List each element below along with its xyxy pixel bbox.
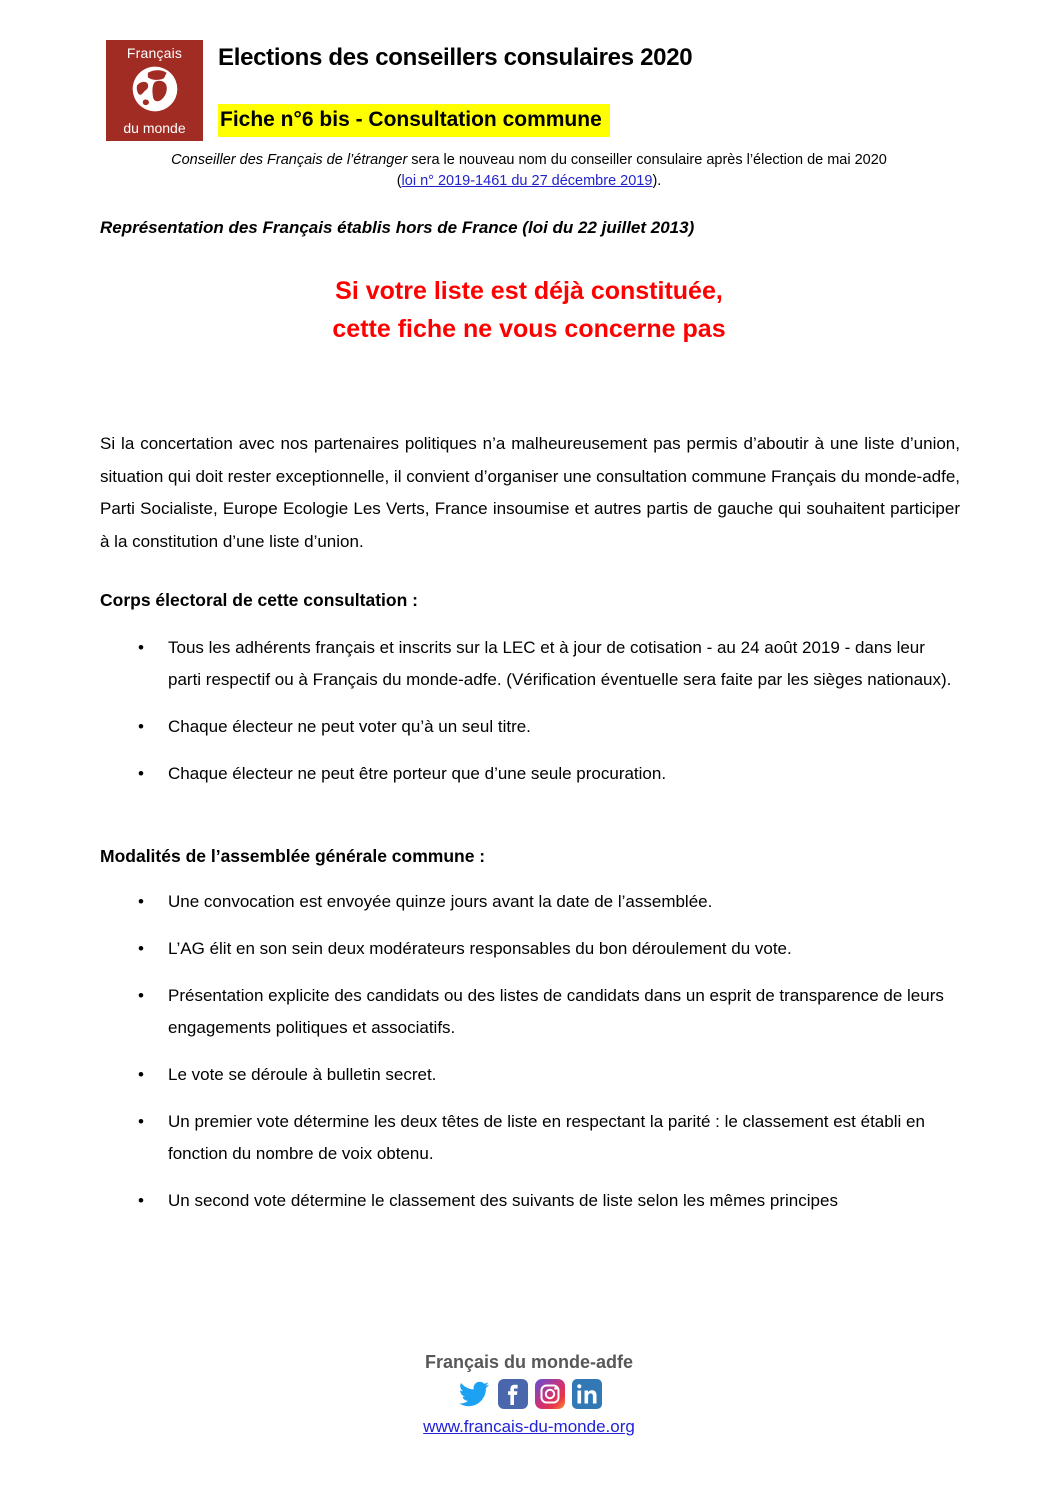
law-reference-link[interactable]: loi n° 2019-1461 du 27 décembre 2019 [401, 173, 653, 189]
list-item: • Tous les adhérents français et inscrits sur la LEC et à jour de cotisation - au 24 août 2019 - dans leur parti respectif ou à Français du monde-adfe. (Vérification éventuelle sera faite par les sièges nationaux). [100, 632, 962, 696]
instagram-icon[interactable] [535, 1379, 565, 1409]
francais-du-monde-logo [106, 40, 203, 141]
globe-icon [130, 64, 180, 114]
intro-note [0, 150, 1058, 192]
list-item: • Chaque électeur ne peut voter qu’à un seul titre. [100, 711, 962, 743]
list-item: • Chaque électeur ne peut être porteur que d’une seule procuration. [100, 758, 962, 790]
twitter-icon[interactable] [457, 1379, 491, 1409]
law-link-suffix: ). [652, 173, 662, 189]
representation-law-line: Représentation des Français établis hors de France (loi du 22 juillet 2013) [100, 218, 695, 237]
list-item: • Le vote se déroule à bulletin secret. [100, 1059, 962, 1091]
footer-org-name: Français du monde-adfe [424, 1352, 634, 1372]
section-heading-modalites: Modalités de l’assemblée générale commune : [100, 846, 486, 866]
list-item: • Présentation explicite des candidats ou des listes de candidats dans un esprit de transparence de leurs engagements politiques et associatifs. [100, 980, 962, 1044]
social-icons-row [0, 1378, 1058, 1410]
website-link[interactable]: www.francais-du-monde.org [423, 1417, 635, 1436]
logo-text-bottom: du monde [123, 120, 186, 136]
footer [0, 1352, 1058, 1437]
modalites-list [100, 886, 962, 1232]
list-item: • Un second vote détermine le classement des suivants de liste selon les mêmes principes [100, 1185, 962, 1217]
red-notice-line2: cette fiche ne vous concerne pas [332, 315, 726, 343]
red-notice-line1: Si votre liste est déjà constituée, [335, 277, 723, 305]
corps-electoral-list [100, 632, 962, 805]
logo-text-top: Français [126, 45, 183, 61]
linkedin-icon[interactable] [572, 1379, 602, 1409]
intro-italic-text: Conseiller des Français de l’étranger [171, 152, 408, 168]
list-item: • L’AG élit en son sein deux modérateurs responsables du bon déroulement du vote. [100, 933, 962, 965]
fiche-highlight-title: Fiche n°6 bis - Consultation commune [218, 104, 610, 137]
list-item: • Un premier vote détermine les deux têtes de liste en respectant la parité : le classement est établi en fonction du nombre de voix obtenu. [100, 1106, 962, 1170]
facebook-icon[interactable] [498, 1379, 528, 1409]
law-link-prefix: ( [396, 173, 402, 189]
main-paragraph: Si la concertation avec nos partenaires politiques n’a malheureusement pas permis d’aboutir à une liste d’union, situation qui doit rester exceptionnelle, il convient d’organiser une consultation commune Français du monde-adfe, Parti Socialiste, Europe Ecologie Les Verts, France insoumise et autres partis de gauche qui souhaitent participer à la constitution d’une liste d’union. [100, 434, 960, 551]
page-title: Elections des conseillers consulaires 2020 [218, 44, 693, 71]
red-notice [0, 272, 1058, 348]
intro-regular-text: sera le nouveau nom du conseiller consulaire après l’élection de mai 2020 [407, 152, 887, 168]
section-heading-corps-electoral: Corps électoral de cette consultation : [100, 590, 418, 610]
list-item: • Une convocation est envoyée quinze jours avant la date de l’assemblée. [100, 886, 962, 918]
